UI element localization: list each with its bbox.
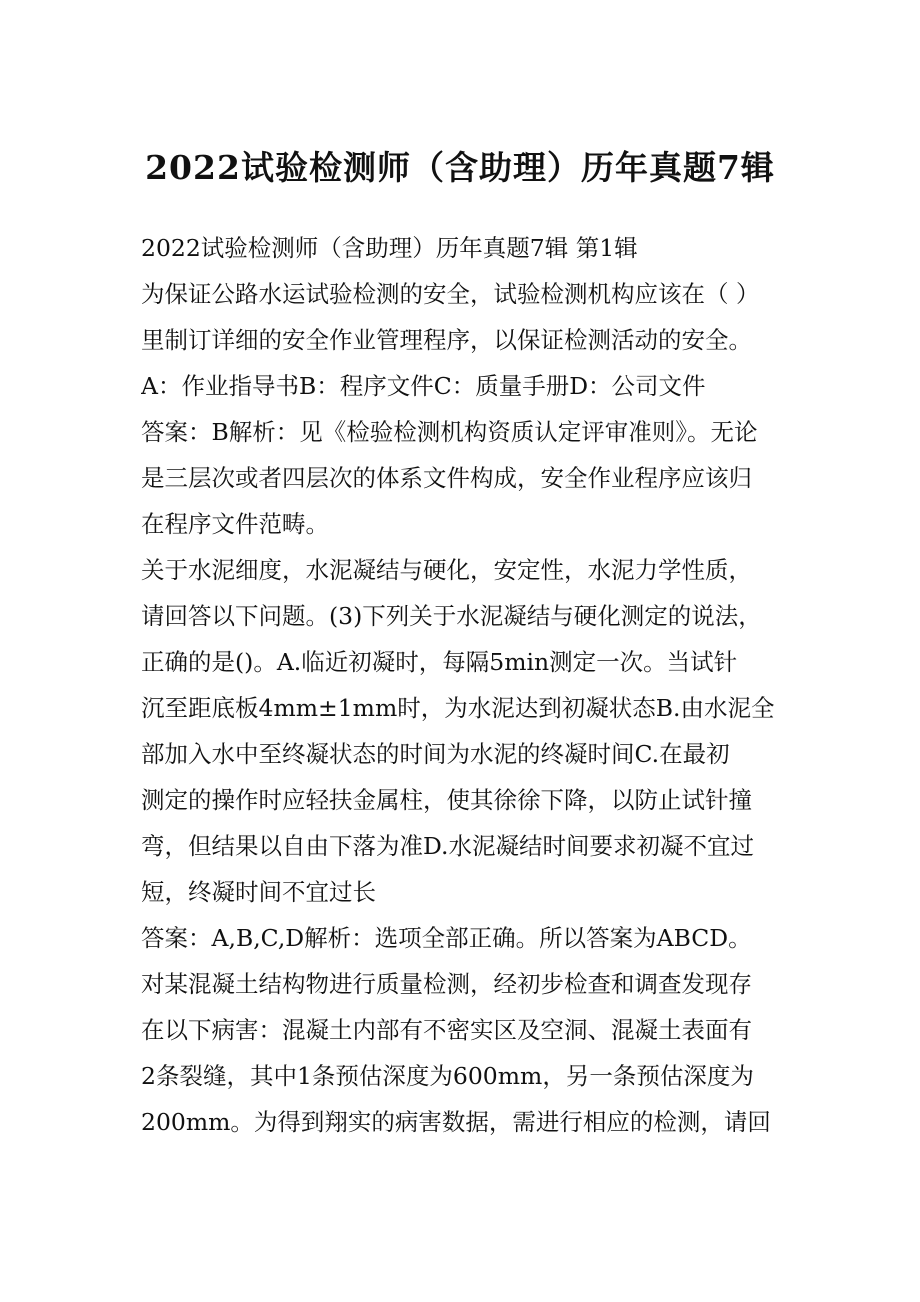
text-line: 2条裂缝，其中1条预估深度为600mm，另一条预估深度为 xyxy=(141,1062,754,1090)
text-line: 测定的操作时应轻扶金属柱，使其徐徐下降，以防止试针撞 xyxy=(141,786,752,814)
text-line: 里制订详细的安全作业管理程序，以保证检测活动的安全。 xyxy=(141,326,752,354)
text-line: 2022试验检测师（含助理）历年真题7辑 第1辑 xyxy=(141,234,638,262)
text-line: 沉至距底板4mm±1mm时，为水泥达到初凝状态B.由水泥全 xyxy=(141,694,775,722)
text-line: 200mm。为得到翔实的病害数据，需进行相应的检测，请回 xyxy=(141,1108,771,1136)
document-title: 2022试验检测师（含助理）历年真题7辑 xyxy=(145,148,775,187)
text-line: 弯，但结果以自由下落为准D.水泥凝结时间要求初凝不宜过 xyxy=(141,832,754,860)
text-line: 在程序文件范畴。 xyxy=(141,510,329,538)
document-body xyxy=(141,225,796,1145)
text-line: 答案：B解析：见《检验检测机构资质认定评审准则》。无论 xyxy=(141,418,758,446)
text-line: 对某混凝土结构物进行质量检测，经初步检查和调查发现存 xyxy=(141,970,752,998)
text-line: 为保证公路水运试验检测的安全，试验检测机构应该在（ ） xyxy=(141,280,760,308)
text-line: 在以下病害：混凝土内部有不密实区及空洞、混凝土表面有 xyxy=(141,1016,752,1044)
text-line: 是三层次或者四层次的体系文件构成，安全作业程序应该归 xyxy=(141,464,752,492)
text-line: 短，终凝时间不宜过长 xyxy=(141,878,376,906)
text-line: A：作业指导书B：程序文件C：质量手册D：公司文件 xyxy=(141,372,706,400)
text-line: 答案：A,B,C,D解析：选项全部正确。所以答案为ABCD。 xyxy=(141,924,752,952)
text-line: 正确的是()。A.临近初凝时，每隔5min测定一次。当试针 xyxy=(141,648,738,676)
text-line: 关于水泥细度，水泥凝结与硬化，安定性，水泥力学性质， xyxy=(141,556,752,584)
text-line: 请回答以下问题。(3)下列关于水泥凝结与硬化测定的说法， xyxy=(141,602,762,630)
text-line: 部加入水中至终凝状态的时间为水泥的终凝时间C.在最初 xyxy=(141,740,730,768)
